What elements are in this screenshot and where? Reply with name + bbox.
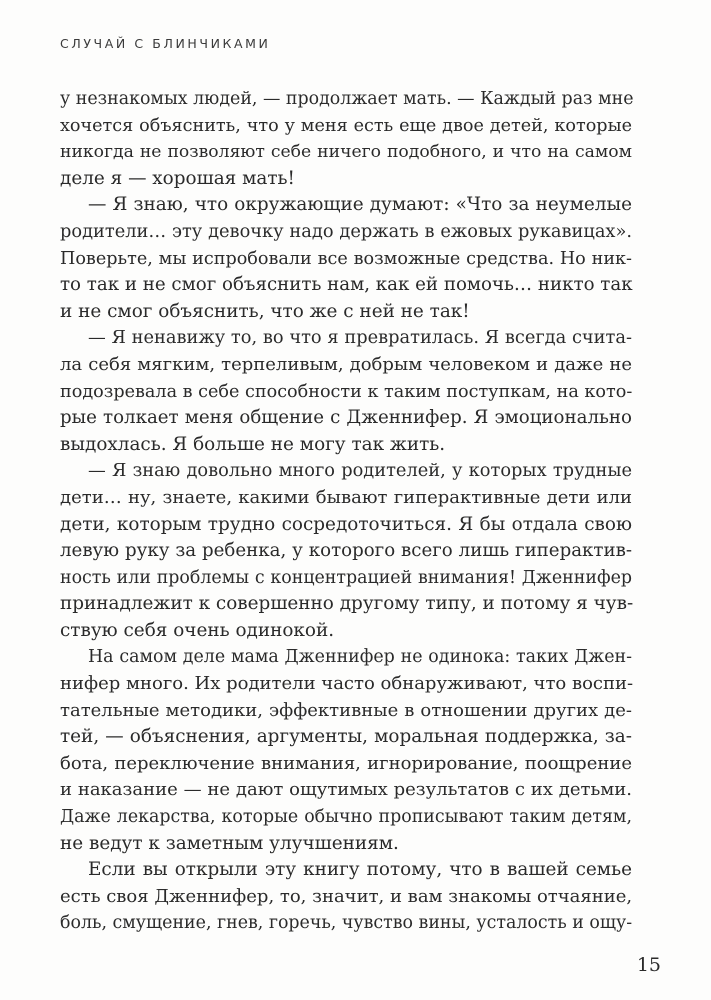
text-line: — Я знаю довольно много родителей, у которых трудные	[88, 460, 632, 482]
text-line: выдохлась. Я больше не могу так жить.	[60, 433, 446, 455]
text-line: — Я знаю, что окружающие думают: «Что за неумелые	[88, 194, 632, 216]
text-line: родители… эту девочку надо держать в ежовых рукавицах».	[60, 220, 632, 242]
text-line: у незнакомых людей, — продолжает мать. — Каждый раз мне	[60, 89, 634, 109]
text-line: тей, — объяснения, аргументы, моральная поддержка, за-	[60, 726, 632, 748]
text-line: ствую себя очень одинокой.	[60, 619, 335, 641]
text-line: не ведут к заметным улучшениям.	[60, 832, 399, 854]
text-line: хочется объяснить, что у меня есть еще двое детей, которые	[60, 115, 632, 136]
text-line: Поверьте, мы испробовали все возможные средства. Но ник-	[60, 248, 632, 269]
text-line: деле я — хорошая мать!	[60, 167, 295, 189]
text-line: никогда не позволяют себе ничего подобного, и что на самом	[60, 142, 632, 163]
text-line: левую руку за ребенка, у которого всего лишь гиперактив-	[60, 540, 632, 562]
page-number: 15	[636, 954, 661, 976]
text-line: дети, которым трудно сосредоточиться. Я бы отдала свою	[60, 513, 632, 535]
text-line: Если вы открыли эту книгу потому, что в вашей семье	[88, 859, 632, 881]
text-line: нифер много. Их родители часто обнаруживают, что воспи-	[60, 673, 634, 695]
text-line: — Я ненавижу то, во что я превратилась. Я всегда счита-	[88, 327, 632, 349]
text-line: тательные методики, эффективные в отношении других де-	[60, 699, 632, 721]
text-line: бота, переключение внимания, игнорирование, поощрение	[60, 752, 632, 774]
text-line: то так и не смог объяснить нам, как ей помочь… никто так	[60, 274, 633, 296]
text-line: ла себя мягким, терпеливым, добрым человеком и даже не	[60, 353, 632, 375]
text-line: и наказание — не дают ощутимых результатов с их детьми.	[60, 779, 632, 801]
text-line: рые толкает меня общение с Дженнифер. Я эмоционально	[60, 407, 632, 429]
text-line: боль, смущение, гнев, горечь, чувство вины, усталость и ощу-	[60, 913, 633, 934]
text-line: подозревала в себе способности к таким поступкам, на кото-	[60, 381, 633, 402]
text-line: есть своя Дженнифер, то, значит, и вам знакомы отчаяние,	[60, 885, 633, 907]
body-text	[60, 86, 632, 937]
text-line: На самом деле мама Дженнифер не одинока: таких Джен-	[88, 647, 632, 668]
text-line: принадлежит к совершенно другому типу, и потому я чув-	[60, 593, 634, 615]
text-line: дети… ну, знаете, какими бывают гиперактивные дети или	[60, 486, 632, 508]
running-head: СЛУЧАЙ С БЛИНЧИКАМИ	[60, 36, 271, 51]
text-line: Даже лекарства, которые обычно прописывают таким детям,	[60, 807, 632, 828]
text-line: и не смог объяснить, что же с ней не так!	[60, 300, 470, 322]
text-line: ность или проблемы с концентрацией внимания! Дженнифер	[60, 567, 632, 588]
